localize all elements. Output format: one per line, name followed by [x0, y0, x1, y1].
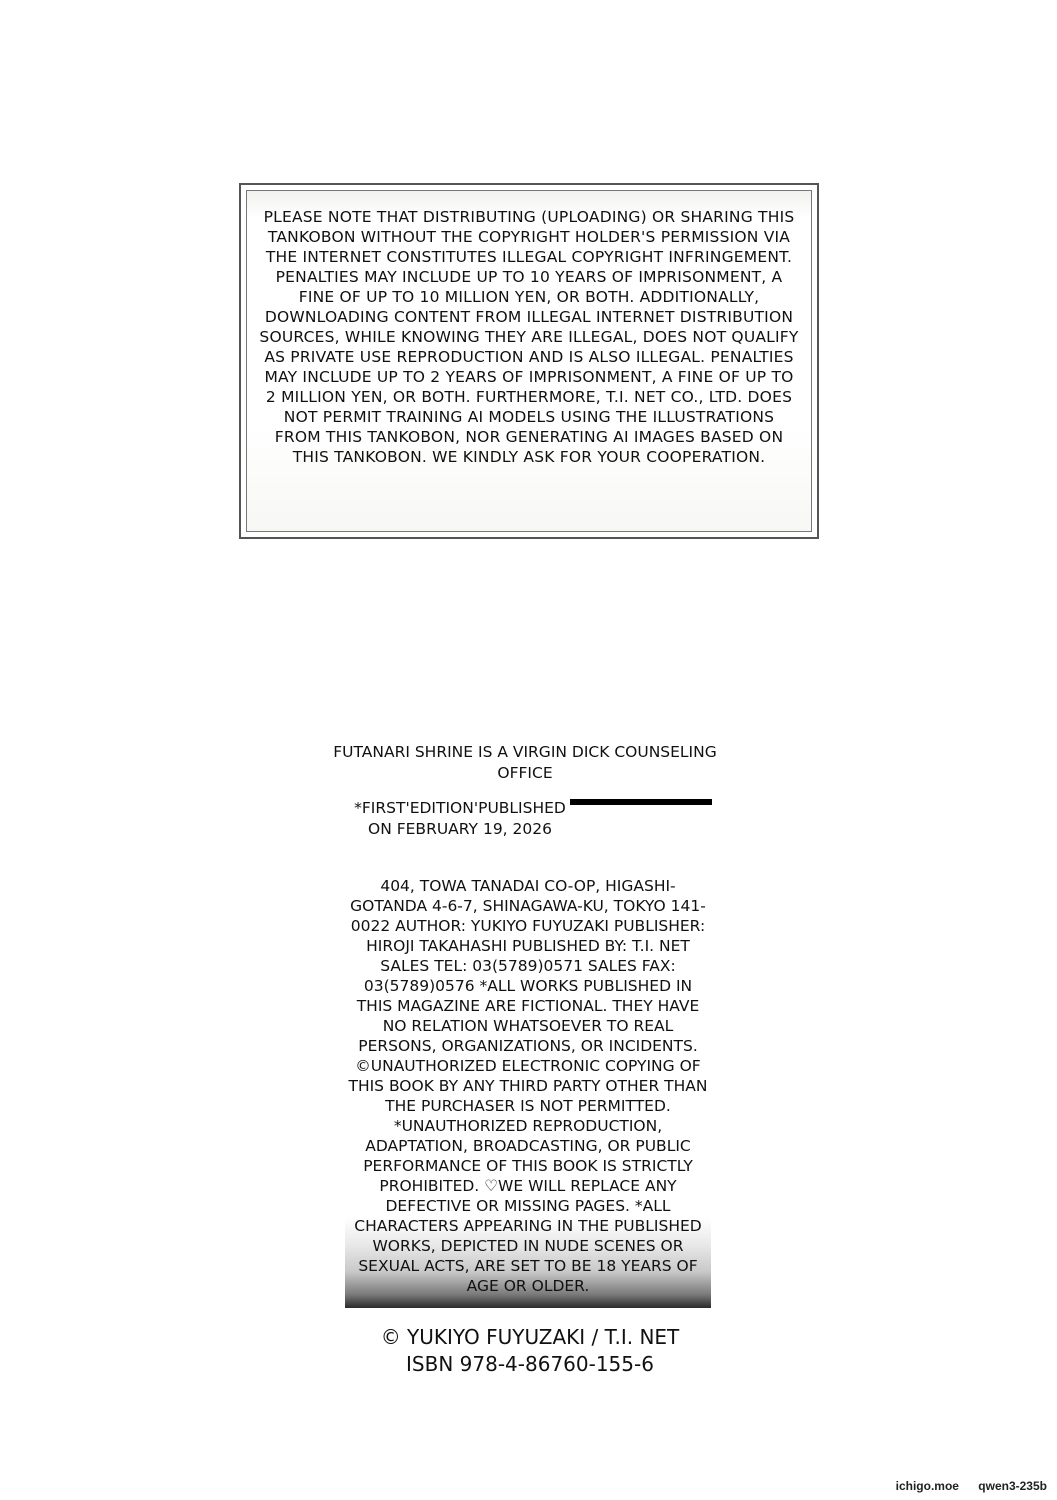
copyright-notice-box [239, 183, 819, 539]
watermark-model: qwen3-235b [978, 1479, 1047, 1493]
copyright-isbn: © YUKIYO FUYUZAKI / T.I. NET ISBN 978-4-86760-155-6 [380, 1325, 680, 1376]
copyright-notice-text: PLEASE NOTE THAT DISTRIBUTING (UPLOADING) OR SHARING THIS TANKOBON WITHOUT THE COPYRIGHT HOLDER'S PERMISSION VIA THE INTERNET CONSTITUTES ILLEGAL COPYRIGHT INFRINGEMENT. PENALTIES MAY INCLUDE UP TO 10 YEARS OF IMPRISONMENT, A FINE OF UP TO 10 MILLION YEN, OR BOTH. ADDITIONALLY, DOWNLOADING CONTENT FROM ILLEGAL INTERNET DISTRIBUTION SOURCES, WHILE KNOWING THEY ARE ILLEGAL, DOES NOT QUALIFY AS PRIVATE USE REPRODUCTION AND IS ALSO ILLEGAL. PENALTIES MAY INCLUDE UP TO 2 YEARS OF IMPRISONMENT, A FINE OF UP TO 2 MILLION YEN, OR BOTH. FURTHERMORE, T.I. NET CO., LTD. DOES NOT PERMIT TRAINING AI MODELS USING THE ILLUSTRATIONS FROM THIS TANKOBON, NOR GENERATING AI IMAGES BASED ON THIS TANKOBON. WE KINDLY ASK FOR YOUR COOPERATION. [259, 208, 799, 466]
copyright-notice-inner-frame [246, 190, 812, 532]
edition-rule-bar [570, 799, 712, 805]
watermark [880, 1479, 1047, 1493]
edition-date: *FIRST'EDITION'PUBLISHED ON FEBRUARY 19, 2026 [354, 799, 566, 838]
colophon-panel [345, 856, 711, 1308]
colophon-text: 404, TOWA TANADAI CO-OP, HIGASHI-GOTANDA 4-6-7, SHINAGAWA-KU, TOKYO 141-0022 AUTHOR: YUKIYO FUYUZAKI PUBLISHER: HIROJI TAKAHASHI PUBLISHED BY: T.I. NET SALES TEL: 03(5789)0571 SALES FAX: 03(5789)0576 *ALL WORKS PUBLISHED IN THIS MAGAZINE ARE FICTIONAL. THEY HAVE NO RELATION WHATSOEVER TO REAL PERSONS, ORGANIZATIONS, OR INCIDENTS. ©UNAUTHORIZED ELECTRONIC COPYING OF THIS BOOK BY ANY THIRD PARTY OTHER THAN THE PURCHASER IS NOT PERMITTED. *UNAUTHORIZED REPRODUCTION, ADAPTATION, BROADCASTING, OR PUBLIC PERFORMANCE OF THIS BOOK IS STRICTLY PROHIBITED. ♡WE WILL REPLACE ANY DEFECTIVE OR MISSING PAGES. *ALL CHARACTERS APPEARING IN THE PUBLISHED WORKS, DEPICTED IN NUDE SCENES OR SEXUAL ACTS, ARE SET TO BE 18 YEARS OF AGE OR OLDER. [348, 877, 708, 1295]
watermark-site: ichigo.moe [895, 1479, 959, 1493]
book-title: FUTANARI SHRINE IS A VIRGIN DICK COUNSELING OFFICE [333, 743, 717, 782]
